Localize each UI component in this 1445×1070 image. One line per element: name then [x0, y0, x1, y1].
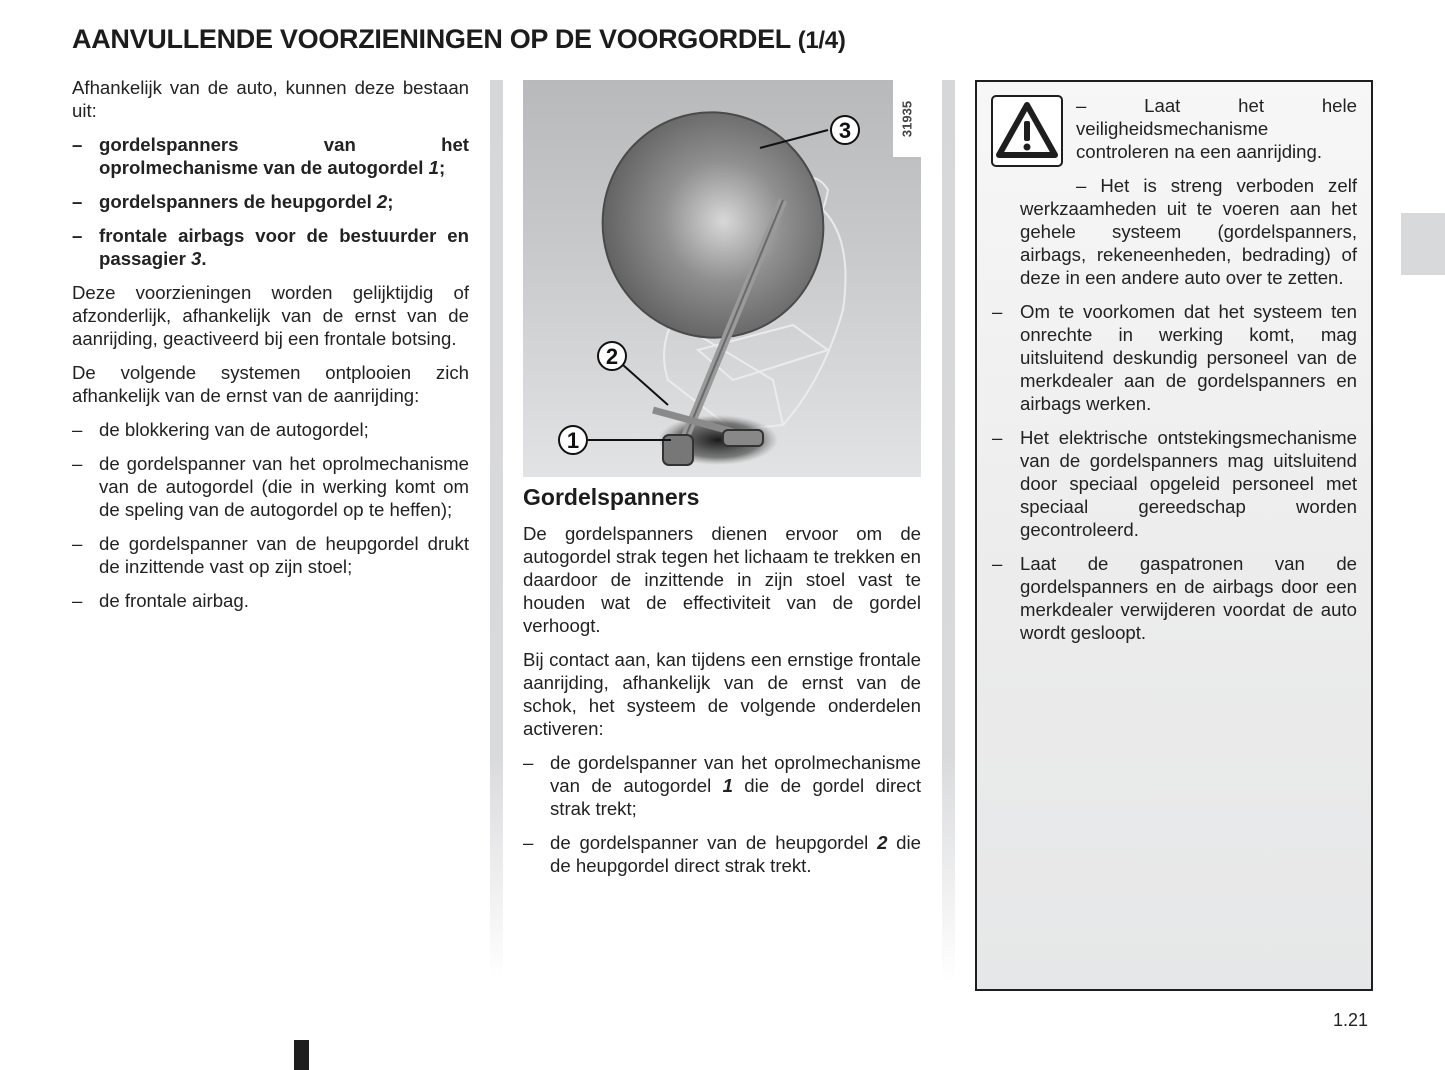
- page-title-suffix: (1/4): [797, 27, 846, 54]
- dash: –: [992, 301, 1003, 322]
- page-number: 1.21: [1333, 1010, 1369, 1030]
- column-divider: [490, 80, 503, 980]
- reference-number: 3: [191, 248, 202, 269]
- page-marker: [294, 1040, 309, 1070]
- page-title: [72, 24, 846, 55]
- dash: –: [72, 419, 83, 440]
- callout-2: [598, 342, 626, 370]
- warning-list-item: – Om te voorkomen dat het systeem ten onrechte in werking komt, mag uitsluitend deskundig personeel van de merkdealer aan de gordelspanners en airbags werken.: [992, 301, 1357, 414]
- paragraph: Bij contact aan, kan tijdens een ernstige frontale aanrijding, afhankelijk van de ernst van de schok, het systeem de volgende onderdelen activeren:: [523, 649, 921, 739]
- figure-number: 31935: [893, 80, 921, 157]
- list-item: – de gordelspanner van het oprolmechanisme van de autogordel 1 die de gordel direct strak trekt;: [523, 752, 921, 819]
- reference-number: 2: [877, 832, 888, 853]
- dash: –: [992, 553, 1003, 574]
- warning-paragraph: – Het is streng verboden zelf werkzaamheden uit te voeren aan het gehele systeem (gordelspanners, airbags, rekeneenheden, bedrading) of deze in een andere auto over te zetten.: [1020, 175, 1357, 288]
- list-item: – gordelspanners van het oprolmechanisme van de autogordel 1;: [72, 134, 469, 178]
- paragraph: De volgende systemen ontplooien zich afhankelijk van de ernst van de aanrijding:: [72, 362, 469, 406]
- dash: –: [523, 752, 534, 773]
- warning-paragraph: – Laat het hele veiligheidsmechanisme controleren na een aanrijding.: [1076, 95, 1357, 162]
- warning-list-item: – Laat de gaspatronen van de gordelspanners en de airbags door een merkdealer verwijderen voordat de auto wordt gesloopt.: [992, 553, 1357, 643]
- svg-text:2: 2: [605, 344, 619, 369]
- chapter-tab: [1401, 213, 1445, 275]
- dash: –: [72, 533, 83, 554]
- reference-number: 1: [428, 157, 439, 178]
- dash: –: [72, 590, 83, 611]
- dash: –: [72, 453, 83, 474]
- dash: –: [72, 191, 83, 212]
- svg-text:3: 3: [838, 118, 852, 143]
- list-item: – de frontale airbag.: [72, 590, 249, 611]
- list-item: – gordelspanners de heupgordel 2;: [72, 191, 394, 212]
- dash: –: [72, 225, 83, 246]
- list-item: – de gordelspanner van de heupgordel drukt de inzittende vast op zijn stoel;: [72, 533, 469, 577]
- column-divider: [942, 80, 955, 980]
- dash: –: [523, 832, 534, 853]
- list-item: – de gordelspanner van het oprolmechanisme van de autogordel (die in werking komt om de speling van de autogordel op te heffen);: [72, 453, 469, 520]
- section-heading: Gordelspanners: [523, 484, 700, 510]
- dash: –: [992, 427, 1003, 448]
- warning-list-item: – Het elektrische ontstekingsmechanisme van de gordelspanners mag uitsluitend door speciaal opgeleid personeel met speciaal gereedschap worden gecontroleerd.: [992, 427, 1357, 540]
- list-item: – de gordelspanner van de heupgordel 2 die de heupgordel direct strak trekt.: [523, 832, 921, 876]
- seatbelt-airbag-illustration: [523, 80, 921, 477]
- callout-3: [831, 116, 859, 144]
- list-item: – frontale airbags voor de bestuurder en passagier 3.: [72, 225, 469, 269]
- page-title-text: AANVULLENDE VOORZIENINGEN OP DE VOORGORDEL: [72, 24, 791, 54]
- reference-number: 1: [722, 775, 733, 796]
- warning-text: [992, 94, 1357, 655]
- warning-box: [975, 80, 1373, 991]
- intro-paragraph: Afhankelijk van de auto, kunnen deze bestaan uit:: [72, 77, 469, 121]
- seat-airbag-drawing: [523, 80, 921, 477]
- left-column: [72, 76, 469, 623]
- reference-number: 2: [376, 191, 388, 212]
- middle-column: [523, 482, 921, 888]
- svg-text:1: 1: [566, 428, 580, 453]
- paragraph: Deze voorzieningen worden gelijktijdig of afzonderlijk, afhankelijk van de ernst van de aanrijding, geactiveerd bij een frontale botsing.: [72, 282, 469, 349]
- dash: –: [72, 134, 83, 155]
- list-item: – de blokkering van de autogordel;: [72, 419, 369, 440]
- paragraph: De gordelspanners dienen ervoor om de autogordel strak tegen het lichaam te trekken en daardoor de inzittende in zijn stoel vast te houden wat de effectiviteit van de gordel verhoogt.: [523, 523, 921, 636]
- callout-1: [559, 426, 587, 454]
